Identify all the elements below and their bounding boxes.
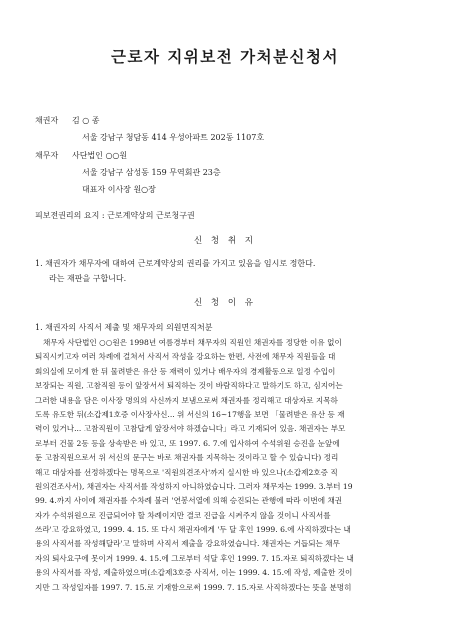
reason-line: 용의 사직서를 작성, 제출하였으며(소갑제3호증 사직서, 이는 1999. 4. 15.에 작성, 제출한 것이 xyxy=(35,568,353,578)
creditor-name: 김 ○ 종 xyxy=(72,116,100,125)
reason-line: 지만 그 작성일자를 1997. 7. 15.로 기재함으로써 1999. 7. 15.자로 사직하겠다는 뜻을 분명히 xyxy=(35,582,352,592)
reason-body xyxy=(35,336,413,595)
purpose-section xyxy=(35,256,430,286)
reason-line: 해고 대상자를 선정하겠다는 명목으로 '직원의견조사'까지 실시한 바 있으나(소갑제2호증 직 xyxy=(35,467,338,477)
reason-line: 로부터 건물 2동 등을 상속받은 바 있고, 또 1997. 6. 7.에 입사하여 수석위원 승진을 눈앞에 xyxy=(35,438,340,448)
debtor-name: 사단법인 ○○원 xyxy=(72,151,128,160)
purpose-heading: 신 청 취 지 xyxy=(194,236,256,246)
reason-line: 99. 4.까지 사이에 채권자를 수차례 불러 '연봉서열에 의해 승진되는 관행에 따라 이번에 채권 xyxy=(35,496,343,506)
reason-line: 력이 있거나... 고참직원이 고참답게 앞장서야 하겠습니다」라고 기재되어 있음. 채권자는 부모 xyxy=(35,424,346,434)
reason-line: 둔 고참직원으로서 위 서신의 문구는 바로 채권자를 지목하는 것이라고 할 수 있습니다) 정리 xyxy=(35,453,339,463)
debtor-address: 서울 강남구 삼성동 159 무역회관 23층 xyxy=(82,168,221,177)
reason-line: 자의 퇴사요구에 못이겨 1999. 4. 15.에 그로부터 석달 후인 1999. 7. 15.자로 퇴직하겠다는 내 xyxy=(35,553,354,563)
creditor-role: 채권자 xyxy=(35,116,59,125)
reason-line: 자가 수석위원으로 진급되어야 할 차례이지만 결코 진급을 시켜주지 않을 것이니 사직서를 xyxy=(35,510,331,520)
reason-subtitle: 1. 채권자의 사직서 제출 및 채무자의 의원면직처분 xyxy=(35,323,213,332)
reason-line: 쓰라'고 강요하였고, 1999. 4. 15. 또 다시 채권자에게 '두 달 후인 1999. 6.에 사직하겠다는 내 xyxy=(35,525,351,535)
claim-summary: 피보전권리의 요지 : 근로계약상의 근로청구권 xyxy=(35,211,195,220)
creditor-address: 서울 강남구 청담동 414 우성아파트 202동 1107호 xyxy=(82,133,265,142)
reason-line: 용의 사직서를 작성해달라'고 말하며 사직서 제출을 강요하였습니다. 채권자는 거듭되는 채무 xyxy=(35,539,340,549)
debtor-role: 채무자 xyxy=(35,151,59,160)
reason-line: 채무자 사단법인 ○○원은 1998년 여름경부터 채무자의 직원인 채권자를 정당한 이유 없이 xyxy=(43,338,342,347)
document-title: 근로자 지위보전 가처분신청서 xyxy=(111,47,339,66)
reason-line: 회의실에 모이게 한 뒤 물려받은 유산 등 재력이 있거나 배우자의 경제활동으로 일정 수입이 xyxy=(35,366,336,376)
reason-line: 퇴직시키고자 여러 차례에 걸쳐서 사직서 작성을 강요하는 한편, 사전에 채무자 직원들을 대 xyxy=(35,352,336,362)
purpose-line: 라는 재판을 구합니다. xyxy=(49,274,127,283)
debtor-representative: 대표자 이사장 원○장 xyxy=(82,185,156,194)
reason-heading: 신 청 이 유 xyxy=(194,298,256,308)
reason-line: 원의견조사서), 채권자는 사직서를 작성하지 아니하였습니다. 그러자 채무자는 1999. 3.부터 19 xyxy=(35,481,353,491)
purpose-line: 1. 채권자가 채무자에 대하여 근로계약상의 권리를 가지고 있음을 임시로 정한다. xyxy=(35,259,316,268)
reason-line: 도록 유도한 뒤(소갑제1호증 이사장사신... 위 서신의 16~17행을 보면 「물려받은 유산 등 재 xyxy=(35,409,345,419)
reason-line: 보장되는 직원, 고참직원 등이 앞장서서 퇴직하는 것이 바람직하다고 말하기도 하고, 심지어는 xyxy=(35,381,343,391)
reason-line: 그러한 내용을 담은 이사장 명의의 사신까지 보냄으로써 채권자를 정리해고 대상자로 지목하 xyxy=(35,395,338,405)
